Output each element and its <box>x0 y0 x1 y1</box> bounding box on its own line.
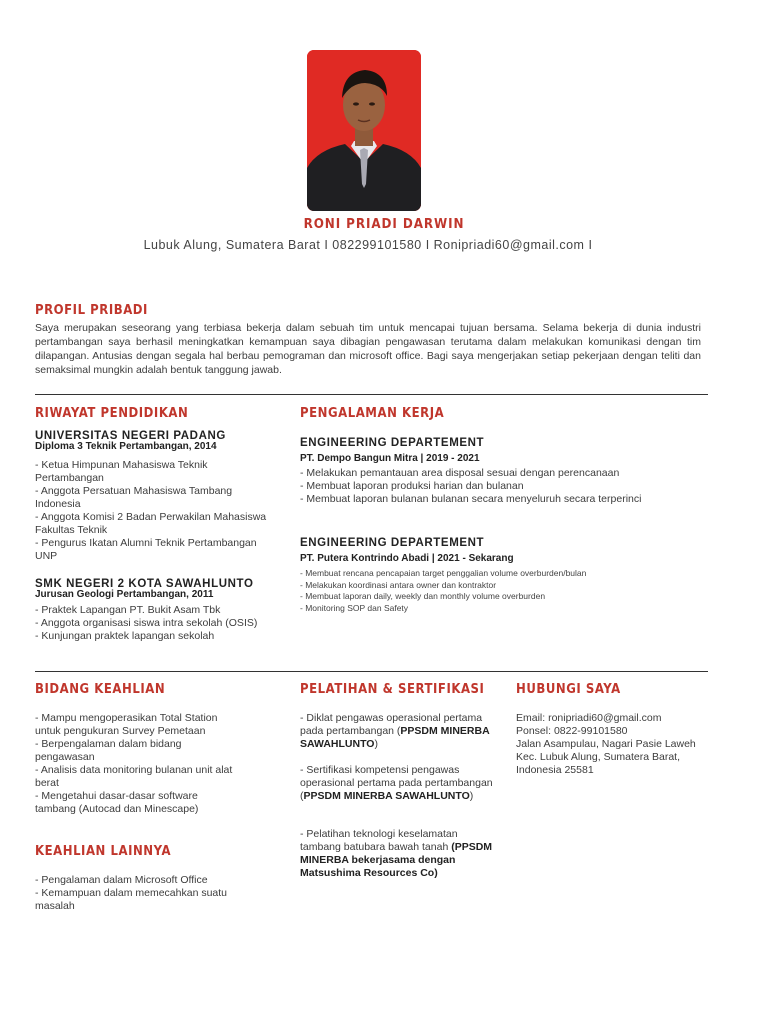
education-activities <box>35 604 270 643</box>
profil-text: Saya merupakan seseorang yang terbiasa bekerja dalam sebuah tim untuk mencapai tujuan bersama. Selama bekerja di dunia industri pertambangan saya berhasil meningkatkan kemampuan saya dibagian pengawasan terutama dalam melakukan komunikasi dengan tim dilapangan. Antusias dengan segala hal berbau pemograman dan microsoft office. Bagi saya mengerjakan setiap pekerjaan dengan teliti dan semaksimal mungkin adalah bentuk tanggung jawab. <box>35 322 701 376</box>
contact-email[interactable]: Email: ronipriadi60@gmail.com <box>516 712 662 724</box>
section-divider <box>35 671 708 672</box>
education-entry-2 <box>35 578 270 643</box>
list-item: - Membuat rencana pencapaian target penggalian volume overburden/bulan <box>300 568 587 578</box>
school-name: UNIVERSITAS NEGERI PADANG <box>35 430 226 442</box>
keahlian-lain-list <box>35 874 235 913</box>
pendidikan-heading: RIWAYAT PENDIDIKAN <box>35 406 189 421</box>
person-portrait-image <box>307 50 421 211</box>
job-entry-2 <box>300 537 710 614</box>
contact-phone[interactable]: Ponsel: 0822-99101580 <box>516 725 628 737</box>
list-item: - Mampu mengoperasikan Total Station untuk pengukuran Survey Pemetaan <box>35 712 218 737</box>
pelatihan-close: ) <box>374 738 378 750</box>
pengalaman-heading: PENGALAMAN KERJA <box>300 406 445 421</box>
job-title: ENGINEERING DEPARTEMENT <box>300 537 485 549</box>
profile-photo <box>307 50 421 211</box>
school-detail: Jurusan Geologi Pertambangan, 2011 <box>35 589 214 600</box>
education-activities <box>35 459 270 563</box>
keahlian-lain-heading: KEAHLIAN LAINNYA <box>35 844 172 859</box>
pelatihan-heading: PELATIHAN & SERTIFIKASI <box>300 682 485 697</box>
pelatihan-institution: PPSDM MINERBA SAWAHLUNTO <box>300 725 490 750</box>
list-item: - Kunjungan praktek lapangan sekolah <box>35 630 215 642</box>
pelatihan-text: - Diklat pengawas operasional pertama pada pertambangan ( <box>300 712 483 737</box>
candidate-name: RONI PRIADI DARWIN <box>303 217 465 232</box>
list-item: - Membuat laporan bulanan bulanan secara menyeluruh secara terperinci <box>300 493 642 505</box>
job-company: PT. Putera Kontrindo Abadi | 2021 - Sekarang <box>300 553 514 564</box>
list-item: - Membuat laporan produksi harian dan bulanan <box>300 480 524 492</box>
job-entry-1 <box>300 437 710 506</box>
list-item: - Membuat laporan daily, weekly dan monthly volume overburden <box>300 591 546 601</box>
list-item: - Berpengalaman dalam bidang pengawasan <box>35 738 182 763</box>
contact-address: Jalan Asampulau, Nagari Pasie Laweh Kec. Lubuk Alung, Sumatera Barat, Indonesia 25581 <box>516 738 696 776</box>
job-tasks <box>300 467 710 506</box>
list-item: - Ketua Himpunan Mahasiswa Teknik Pertambangan <box>35 459 208 484</box>
list-item: - Praktek Lapangan PT. Bukit Asam Tbk <box>35 604 221 616</box>
list-item: - Kemampuan dalam memecahkan suatu masalah <box>35 887 228 912</box>
pelatihan-institution: PPSDM MINERBA SAWAHLUNTO <box>303 790 470 802</box>
school-name: SMK NEGERI 2 KOTA SAWAHLUNTO <box>35 578 254 590</box>
list-item: - Pengalaman dalam Microsoft Office <box>35 874 208 886</box>
list-item: - Melakukan pemantauan area disposal sesuai dengan perencanaan <box>300 467 620 479</box>
hubungi-heading: HUBUNGI SAYA <box>516 682 621 697</box>
pelatihan-institution: (PPSDM MINERBA bekerjasama dengan Matsushima Resources Co) <box>300 841 493 879</box>
job-tasks <box>300 568 710 614</box>
contact-summary-line: Lubuk Alung, Sumatera Barat I 082299101580 I Ronipriadi60@gmail.com I <box>143 238 593 252</box>
list-item: - Anggota Persatuan Mahasiswa Tambang Indonesia <box>35 485 233 510</box>
list-item: - Anggota organisasi siswa intra sekolah (OSIS) <box>35 617 258 629</box>
pelatihan-close: ) <box>469 790 474 802</box>
job-company: PT. Dempo Bangun Mitra | 2019 - 2021 <box>300 453 480 464</box>
pelatihan-text: - Pelatihan teknologi keselamatan tambang batubara bawah tanah <box>300 828 458 853</box>
job-title: ENGINEERING DEPARTEMENT <box>300 437 485 449</box>
list-item: - Monitoring SOP dan Safety <box>300 602 409 613</box>
profil-heading: PROFIL PRIBADI <box>35 303 148 318</box>
list-item: - Melakukan koordinasi antara owner dan kontraktor <box>300 579 497 590</box>
list-item: - Mengetahui dasar-dasar software tambang (Autocad dan Minescape) <box>35 790 199 815</box>
keahlian-heading: BIDANG KEAHLIAN <box>35 682 166 697</box>
section-divider <box>35 394 708 395</box>
list-item: - Analisis data monitoring bulanan unit alat berat <box>35 764 233 789</box>
pelatihan-item-3 <box>300 828 500 880</box>
school-detail: Diploma 3 Teknik Pertambangan, 2014 <box>35 441 217 452</box>
education-entry-1 <box>35 430 270 563</box>
pelatihan-text: - Sertifikasi kompetensi pengawas operasional pertama pada pertambangan ( <box>300 764 493 802</box>
list-item: - Pengurus Ikatan Alumni Teknik Pertambangan UNP <box>35 537 257 562</box>
keahlian-list <box>35 712 235 816</box>
pelatihan-item-2 <box>300 764 495 803</box>
list-item: - Anggota Komisi 2 Badan Perwakilan Mahasiswa Fakultas Teknik <box>35 511 267 536</box>
pelatihan-item-1 <box>300 712 495 751</box>
contact-details <box>516 712 708 777</box>
